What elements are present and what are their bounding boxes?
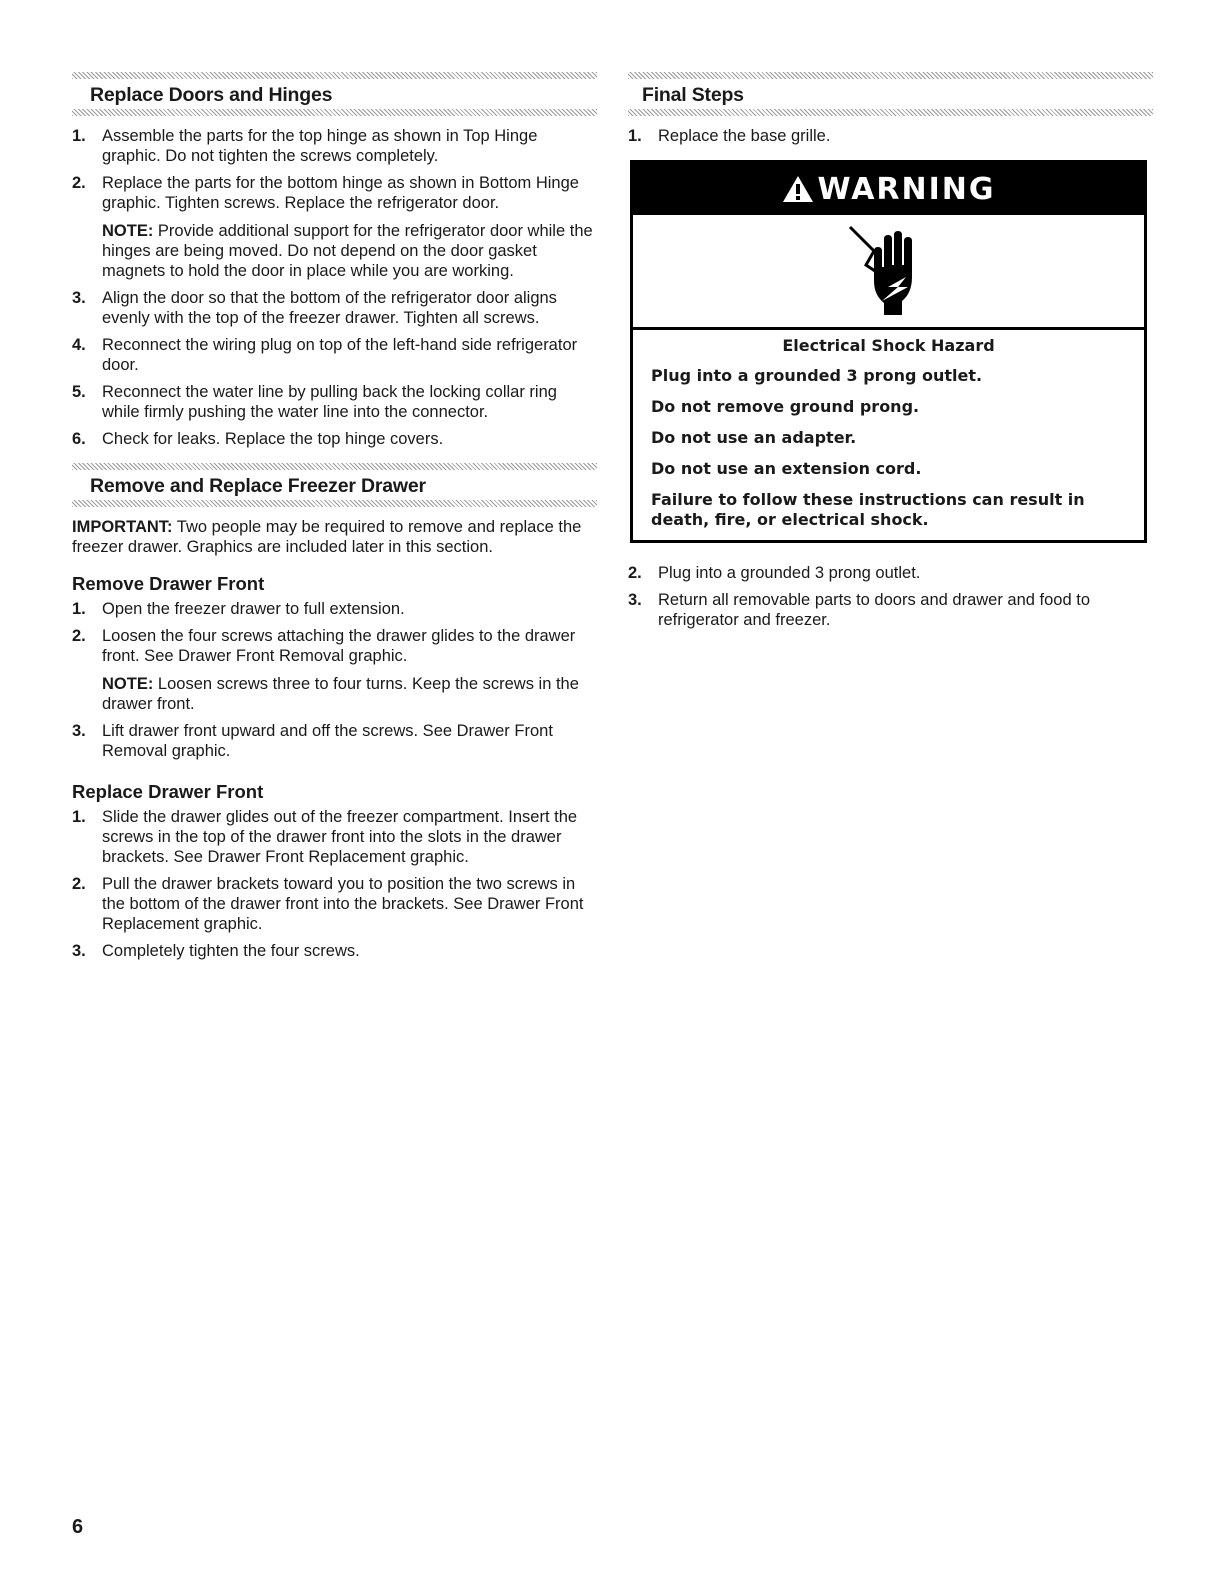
list-item xyxy=(628,563,1153,583)
page-number: 6 xyxy=(72,1516,84,1538)
warning-line: Do not remove ground prong. xyxy=(651,397,920,416)
step-number: 1. xyxy=(628,127,642,145)
note-label: NOTE: xyxy=(102,675,154,693)
note xyxy=(102,674,597,714)
warning-icon-area xyxy=(633,215,1144,330)
step-number: 6. xyxy=(72,430,86,448)
subheading-remove-drawer-front: Remove Drawer Front xyxy=(72,573,265,594)
left-column xyxy=(72,72,597,968)
step-text: Replace the parts for the bottom hinge as shown in Bottom Hinge graphic. Tighten screws. Replace the refrigerator door. xyxy=(102,174,579,212)
step-text: Plug into a grounded 3 prong outlet. xyxy=(658,564,921,582)
right-column xyxy=(628,72,1153,637)
step-number: 1. xyxy=(72,127,86,145)
warning-line: Failure to follow these instructions can result in death, fire, or electrical shock. xyxy=(651,490,1085,529)
step-number: 3. xyxy=(72,942,86,960)
list-item xyxy=(628,590,1153,630)
section-title-final-steps: Final Steps xyxy=(642,84,744,106)
step-text: Loosen the four screws attaching the drawer glides to the drawer front. See Drawer Front Removal graphic. xyxy=(102,627,576,665)
step-number: 3. xyxy=(72,289,86,307)
replace-steps-list xyxy=(72,807,597,961)
step-text: Open the freezer drawer to full extension. xyxy=(102,600,405,618)
list-item xyxy=(72,941,597,961)
step-number: 3. xyxy=(628,591,642,609)
final-steps-list-continued xyxy=(628,563,1153,630)
note-text: Loosen screws three to four turns. Keep the screws in the drawer front. xyxy=(102,675,579,713)
step-number: 4. xyxy=(72,336,86,354)
section-rule xyxy=(72,109,597,116)
step-text: Align the door so that the bottom of the refrigerator door aligns evenly with the top of the freezer drawer. Tighten all screws. xyxy=(102,289,557,327)
step-text: Check for leaks. Replace the top hinge covers. xyxy=(102,430,444,448)
list-item xyxy=(72,335,597,375)
section-rule xyxy=(72,500,597,507)
list-item xyxy=(72,429,597,449)
list-item xyxy=(72,126,597,166)
section-rule xyxy=(628,72,1153,79)
warning-box xyxy=(630,160,1147,543)
step-number: 2. xyxy=(72,174,86,192)
list-item xyxy=(72,874,597,934)
step-text: Pull the drawer brackets toward you to position the two screws in the bottom of the drawer front into the brackets. See Drawer Front Replacement graphic. xyxy=(102,875,584,933)
step-number: 5. xyxy=(72,383,86,401)
note xyxy=(102,221,597,281)
step-text: Reconnect the water line by pulling back the locking collar ring while firmly pushing the water line into the connector. xyxy=(102,383,557,421)
list-item xyxy=(72,288,597,328)
warning-line: Do not use an extension cord. xyxy=(651,459,922,478)
warning-triangle-icon xyxy=(781,174,815,204)
remove-steps-list xyxy=(72,599,597,761)
doors-steps-list xyxy=(72,126,597,449)
list-item xyxy=(72,173,597,281)
section-rule xyxy=(628,109,1153,116)
electrical-shock-hand-icon xyxy=(844,221,934,321)
step-text: Replace the base grille. xyxy=(658,127,831,145)
section-title-freezer-drawer: Remove and Replace Freezer Drawer xyxy=(90,475,426,497)
step-number: 2. xyxy=(628,564,642,582)
step-text: Assemble the parts for the top hinge as shown in Top Hinge graphic. Do not tighten the screws completely. xyxy=(102,127,538,165)
step-number: 2. xyxy=(72,875,86,893)
list-item xyxy=(72,599,597,619)
section-title-replace-doors: Replace Doors and Hinges xyxy=(90,84,333,106)
section-rule xyxy=(72,72,597,79)
list-item xyxy=(72,807,597,867)
subheading-replace-drawer-front: Replace Drawer Front xyxy=(72,781,264,802)
step-text: Completely tighten the four screws. xyxy=(102,942,360,960)
step-text: Reconnect the wiring plug on top of the left-hand side refrigerator door. xyxy=(102,336,578,374)
warning-line: Do not use an adapter. xyxy=(651,428,857,447)
list-item xyxy=(72,382,597,422)
important-paragraph xyxy=(72,517,597,557)
note-text: Provide additional support for the refrigerator door while the hinges are being moved. Do not depend on the door gasket magnets to hold the door in place while you are working. xyxy=(102,222,593,280)
warning-heading: WARNING xyxy=(817,171,996,207)
step-number: 2. xyxy=(72,627,86,645)
note-label: NOTE: xyxy=(102,222,154,240)
warning-line: Plug into a grounded 3 prong outlet. xyxy=(651,366,983,385)
step-number: 1. xyxy=(72,600,86,618)
warning-header xyxy=(633,163,1144,215)
step-text: Slide the drawer glides out of the freezer compartment. Insert the screws in the top of the drawer front into the slots in the drawer brackets. See Drawer Front Replacement graphic. xyxy=(102,808,578,866)
final-steps-list xyxy=(628,126,1153,146)
step-number: 3. xyxy=(72,722,86,740)
important-label: IMPORTANT: xyxy=(72,518,173,536)
list-item xyxy=(72,626,597,714)
warning-body xyxy=(633,330,1144,540)
list-item xyxy=(628,126,1153,146)
hazard-title: Electrical Shock Hazard xyxy=(782,336,995,355)
step-text: Lift drawer front upward and off the screws. See Drawer Front Removal graphic. xyxy=(102,722,553,760)
section-rule xyxy=(72,463,597,470)
important-text: Two people may be required to remove and replace the freezer drawer. Graphics are included later in this section. xyxy=(72,518,582,556)
list-item xyxy=(72,721,597,761)
step-text: Return all removable parts to doors and drawer and food to refrigerator and freezer. xyxy=(658,591,1090,629)
step-number: 1. xyxy=(72,808,86,826)
